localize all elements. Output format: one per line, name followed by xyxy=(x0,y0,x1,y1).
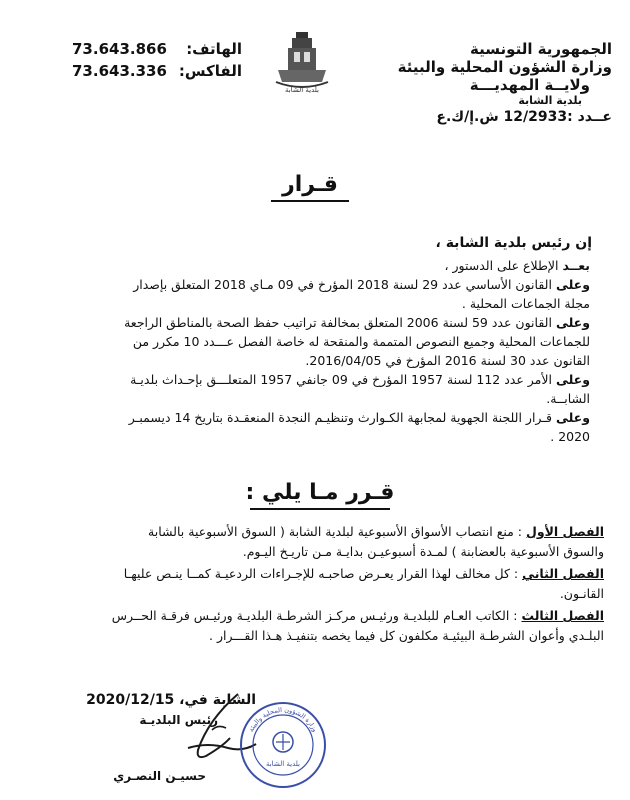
emblem-caption: بلدية الشابة xyxy=(284,86,320,94)
consideration-text: القانون عدد 59 لسنة 2006 المتعلق بمخالفة تراتيب حفظ الصحة بالمناطق الراجعة للجماعات المحلية وجميع النصوص المتممة والمنقحة له خاصة الفصل عـــدد 10 مكرر من القانون عدد 30 لسنة 2016 المؤرخ في 2016/04/05. xyxy=(124,315,590,368)
decides-underline xyxy=(250,508,390,510)
title-underline xyxy=(271,200,349,202)
decides-title-text: قـرر مـا يلي : xyxy=(245,480,395,505)
consideration-item xyxy=(104,313,604,370)
reference-number: عــدد :12/2933 ش.إ/ك.ع xyxy=(436,109,612,125)
country-name: الجمهورية التونسية xyxy=(470,40,612,58)
article-item xyxy=(104,564,604,604)
fax-row xyxy=(72,60,242,82)
contact-header xyxy=(72,38,242,82)
decides-title xyxy=(195,480,445,510)
consideration-text: القانون الأساسي عدد 29 لسنة 2018 المؤرخ في 09 مـاي 2018 المتعلق بإصدار مجلة الجماعات المحلية . xyxy=(133,277,590,311)
decision-title xyxy=(230,172,390,202)
phone-label: الهاتف: xyxy=(186,40,242,58)
article-item xyxy=(104,606,604,646)
consideration-lead: وعلى xyxy=(555,372,590,387)
stamp-outer-text: وزارة الشؤون المحلية والبيئة xyxy=(247,705,319,734)
consideration-lead: وعلى xyxy=(555,410,590,425)
consideration-lead: وعلى xyxy=(555,315,590,330)
ministry-name: وزارة الشؤون المحلية والبيئة xyxy=(397,58,612,76)
stamp-inner-text: بلدية الشابة xyxy=(265,760,301,768)
phone-row xyxy=(72,38,242,60)
preamble xyxy=(104,234,604,446)
article-title: الفصل الأول xyxy=(525,524,604,539)
articles xyxy=(104,522,604,648)
article-item xyxy=(104,522,604,562)
signatory-name: حسيـن النصـري xyxy=(113,769,206,783)
preamble-intro: إن رئيس بلدية الشابة ، xyxy=(435,235,592,251)
consideration-text: قـرار اللجنة الجهوية لمجابهة الكـوارث وتنظيـم النجدة المنعقـدة بتاريخ 14 ديسمبـر 2020 . xyxy=(128,410,590,444)
article-text: : الكاتب العـام للبلديـة ورئيـس مركـز الشرطـة البلديـة ورئيـس فرقـة الحــرس البلـدي وأعوان الشرطـة البيئيـة مكلفون كل فيما يخصه بتنفيـذ هـذا القـــرار . xyxy=(111,608,604,643)
municipal-emblem-icon xyxy=(272,30,332,96)
municipality-name: بلدية الشابة xyxy=(518,94,582,107)
consideration-text: الأمر عدد 112 لسنة 1957 المؤرخ في 09 جانفي 1957 المتعلـــق بإحـداث بلديـة الشابــة. xyxy=(130,372,590,406)
consideration-item xyxy=(104,370,604,408)
article-title: الفصل الثالث xyxy=(521,608,604,623)
consideration-item xyxy=(104,408,604,446)
official-stamp-icon xyxy=(238,700,328,790)
governorate-name: ولايــة المهديـــة xyxy=(469,76,590,94)
consideration-lead: وعلى xyxy=(555,277,590,292)
fax-number: 73.643.336 xyxy=(72,62,167,80)
decision-title-text: قـرار xyxy=(282,172,338,197)
consideration-text: الإطلاع على الدستور ، xyxy=(444,258,563,273)
phone-number: 73.643.866 xyxy=(72,40,167,58)
signature-date: الشابة في، 2020/12/15 xyxy=(86,692,256,708)
article-title: الفصل الثاني xyxy=(522,566,604,581)
article-text: : كل مخالف لهذا القرار يعـرض صاحبـه للإجـراءات الردعيـة كمــا ينـص عليهـا القانـون. xyxy=(123,566,604,601)
signatory-role: رئيس البلديـة xyxy=(139,713,218,727)
article-text: : منع انتصاب الأسواق الأسبوعية لبلدية الشابة ( السوق الأسبوعية بالشابة والسوق الأسبوعية بالعضابنة ) لمـدة أسبوعيـن بدايـة مـن تاريـخ اليـوم. xyxy=(148,524,604,559)
fax-label: الفاكس: xyxy=(178,62,242,80)
consideration-item xyxy=(104,275,604,313)
consideration-item xyxy=(104,256,604,275)
consideration-lead: بعــد xyxy=(562,258,590,273)
issuer-header xyxy=(362,40,612,126)
